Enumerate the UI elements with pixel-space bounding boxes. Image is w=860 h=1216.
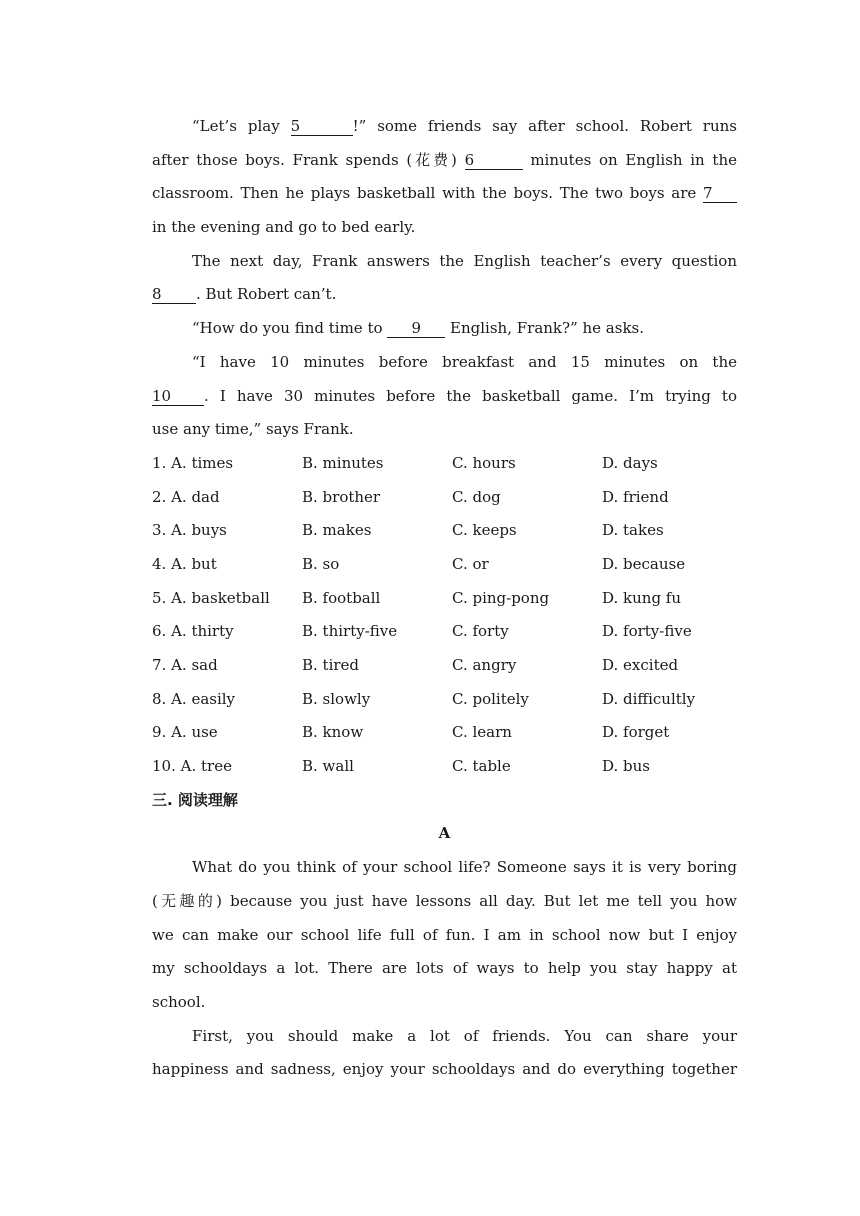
passage-line <box>152 110 737 144</box>
blank-9: 9 <box>387 319 445 338</box>
option-c: C. ping-pong <box>452 588 550 607</box>
option-c: C. forty <box>452 622 509 641</box>
text: !” some friends say after school. Robert runs <box>352 117 737 135</box>
option-d: D. forty-five <box>602 622 692 641</box>
section-title: 三. 阅读理解 <box>152 790 238 809</box>
option-c: C. politely <box>452 689 529 708</box>
option-a: 8. A. easily <box>152 689 236 708</box>
option-c: C. hours <box>452 453 516 472</box>
question-row <box>152 447 737 481</box>
option-c: C. learn <box>452 723 512 742</box>
option-a: 3. A. buys <box>152 521 227 540</box>
option-b: B. makes <box>302 521 372 540</box>
option-b: B. tired <box>302 656 360 674</box>
passage-line: in the evening and go to bed early. <box>152 218 416 237</box>
option-a: 7. A. sad <box>152 656 218 674</box>
question-row <box>152 582 737 616</box>
reading-line: my schooldays a lot. There are lots of ways to help you stay happy at <box>152 959 737 978</box>
option-d: D. because <box>602 554 686 573</box>
option-b: B. football <box>302 588 381 607</box>
question-row <box>152 683 737 717</box>
option-b: B. so <box>302 554 340 573</box>
option-a: 5. A. basketball <box>152 588 270 607</box>
passage-line: use any time,” says Frank. <box>152 420 354 439</box>
option-d: D. days <box>602 453 658 472</box>
part-label: A <box>438 824 451 843</box>
option-a: 4. A. but <box>152 554 217 573</box>
question-row <box>152 615 737 649</box>
blank-7: 7 <box>703 184 737 203</box>
passage-line: The next day, Frank answers the English teacher’s every question <box>192 251 737 270</box>
option-c: C. angry <box>452 656 517 674</box>
question-row <box>152 548 737 582</box>
option-d: D. difficultly <box>602 689 696 708</box>
option-a: 2. A. dad <box>152 487 220 506</box>
blank-6: 6 <box>465 151 523 170</box>
option-c: C. dog <box>452 487 501 506</box>
option-d: D. kung fu <box>602 588 682 607</box>
option-c: C. keeps <box>452 521 517 540</box>
text: “Let’s play <box>192 117 291 135</box>
passage-line <box>152 144 737 178</box>
question-row <box>152 481 737 515</box>
text: minutes on English in the <box>522 150 737 169</box>
option-b: B. wall <box>302 757 354 776</box>
option-c: C. table <box>452 757 511 776</box>
question-row <box>152 514 737 548</box>
passage-line: “I have 10 minutes before breakfast and 15 minutes on the <box>192 352 737 371</box>
question-row <box>152 750 737 784</box>
passage-line <box>152 312 737 346</box>
question-row <box>152 649 737 683</box>
option-a: 10. A. tree <box>152 757 232 776</box>
text: . I have 30 minutes before the basketball game. I’m trying to <box>204 386 737 405</box>
question-row <box>152 716 737 750</box>
option-d: D. forget <box>602 723 670 742</box>
passage-line <box>152 278 737 312</box>
text: . But Robert can’t. <box>196 285 337 304</box>
reading-line: happiness and sadness, enjoy your schooldays and do everything together <box>152 1060 737 1079</box>
option-d: D. takes <box>602 521 664 540</box>
question-list <box>152 447 737 784</box>
reading-line: (无趣的) because you just have lessons all day. But let me tell you how <box>152 891 737 910</box>
option-b: B. know <box>302 723 364 742</box>
blank-8: 8 <box>152 285 196 304</box>
blank-5: 5 <box>291 117 353 136</box>
reading-line: What do you think of your school life? Someone says it is very boring <box>192 858 737 877</box>
option-b: B. slowly <box>302 689 371 708</box>
text: after those boys. Frank spends (花费) <box>152 150 465 169</box>
option-b: B. thirty-five <box>302 622 398 641</box>
option-d: D. friend <box>602 487 669 506</box>
passage-line <box>152 380 737 414</box>
option-c: C. or <box>452 554 489 573</box>
option-d: D. bus <box>602 757 650 776</box>
reading-line: we can make our school life full of fun. I am in school now but I enjoy <box>152 925 737 944</box>
text: “How do you find time to <box>192 319 388 338</box>
text: English, Frank?” he asks. <box>445 319 645 338</box>
passage-line <box>152 177 737 211</box>
option-a: 9. A. use <box>152 723 218 742</box>
option-a: 1. A. times <box>152 453 234 472</box>
option-d: D. excited <box>602 656 679 674</box>
document-content <box>152 110 737 1087</box>
option-b: B. brother <box>302 487 381 506</box>
option-a: 6. A. thirty <box>152 622 234 641</box>
reading-line: First, you should make a lot of friends. You can share your <box>192 1026 737 1045</box>
option-b: B. minutes <box>302 453 384 472</box>
text: classroom. Then he plays basketball with the boys. The two boys are <box>152 184 703 203</box>
blank-10: 10 <box>152 387 204 406</box>
reading-line: school. <box>152 992 206 1011</box>
